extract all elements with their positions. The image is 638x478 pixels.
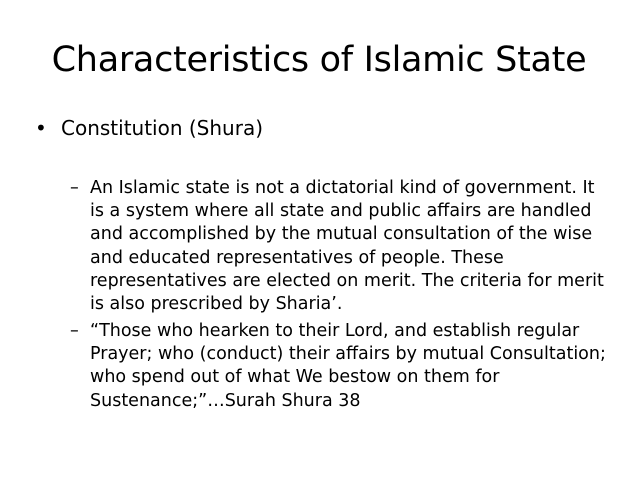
text-line: is also prescribed by Sharia’. <box>90 294 343 315</box>
sub-bullet-marker: – <box>70 178 79 198</box>
sub-bullet-definition <box>70 177 620 317</box>
bullet-constitution <box>35 114 263 142</box>
text-line: and accomplished by the mutual consultation of the wise <box>90 224 593 245</box>
sub-bullet-text <box>90 320 610 413</box>
text-line: who spend out of what We bestow on them for <box>90 367 500 388</box>
slide-title: Characteristics of Islamic State <box>51 40 587 80</box>
text-line: Prayer; who (conduct) their affairs by mutual Consultation; <box>90 344 606 365</box>
bullet-text: Constitution (Shura) <box>61 116 264 140</box>
bullet-marker: • <box>35 116 47 140</box>
text-line: and educated representatives of people. These <box>90 247 504 268</box>
text-line: is a system where all state and public affairs are handled <box>90 201 592 222</box>
text-line: Sustenance;”…Surah Shura 38 <box>90 390 361 411</box>
text-line: An Islamic state is not a dictatorial kind of government. It <box>90 178 595 198</box>
text-line: representatives are elected on merit. The criteria for merit <box>90 270 604 291</box>
text-line: “Those who hearken to their Lord, and establish regular <box>90 321 580 341</box>
sub-bullet-quote <box>70 320 620 420</box>
sub-bullet-text <box>90 177 610 316</box>
sub-bullet-marker: – <box>70 321 79 341</box>
